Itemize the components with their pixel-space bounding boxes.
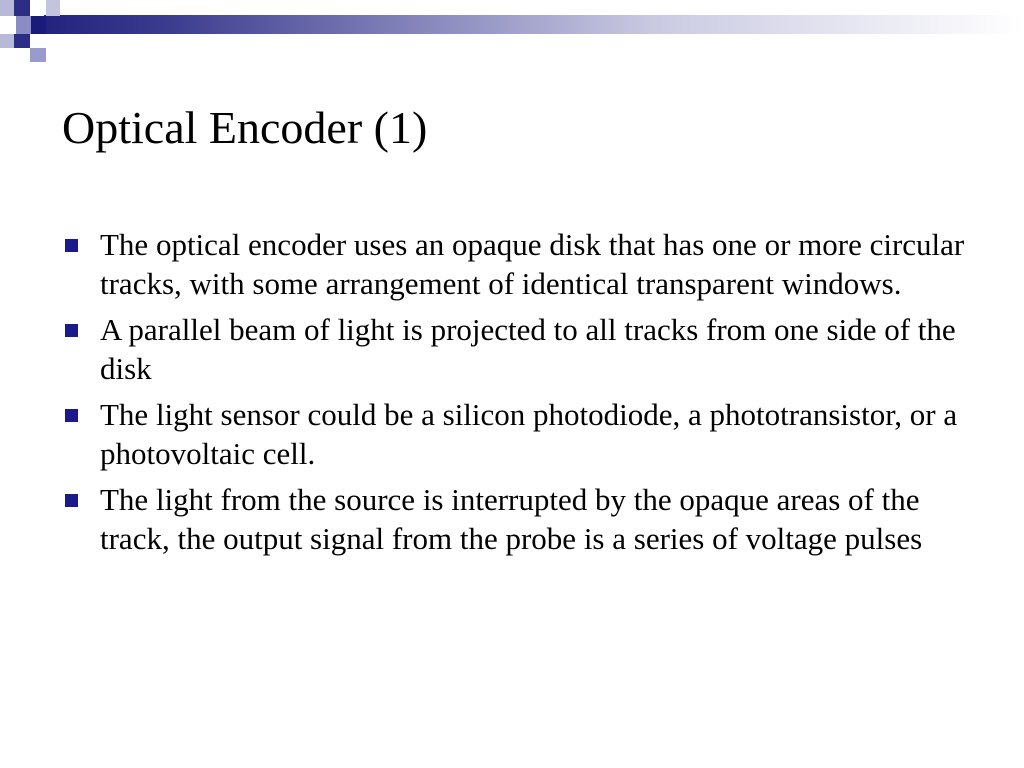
- corner-square-2: [14, 0, 30, 16]
- corner-square-3: [46, 0, 60, 16]
- header-gradient-bar: [44, 15, 1024, 34]
- bullet-item: [62, 396, 972, 473]
- bullet-list: [62, 226, 972, 566]
- square-bullet-icon: [65, 324, 78, 337]
- bullet-item: [62, 226, 972, 303]
- square-bullet-icon: [65, 409, 78, 422]
- corner-square-5: [16, 16, 31, 34]
- bullet-text: A parallel beam of light is projected to all tracks from one side of the disk: [100, 312, 956, 386]
- bullet-text: The light from the source is interrupted by the opaque areas of the track, the output signal from the probe is a series of voltage pulses: [100, 482, 923, 556]
- bullet-text: The optical encoder uses an opaque disk that has one or more circular tracks, with some arrangement of identical transparent windows.: [100, 227, 965, 301]
- bullet-item: [62, 311, 972, 388]
- corner-square-7: [0, 34, 14, 48]
- corner-square-9: [30, 48, 46, 62]
- corner-square-1: [0, 0, 14, 16]
- square-bullet-icon: [65, 239, 78, 252]
- corner-square-6: [31, 16, 46, 34]
- bullet-item: [62, 481, 972, 558]
- bullet-text: The light sensor could be a silicon photodiode, a phototransistor, or a photovoltaic cell.: [100, 397, 958, 471]
- corner-square-8: [14, 34, 30, 48]
- corner-square-4: [0, 16, 16, 34]
- square-bullet-icon: [65, 494, 78, 507]
- header-decoration: [0, 0, 1024, 60]
- slide-title: Optical Encoder (1): [62, 102, 428, 153]
